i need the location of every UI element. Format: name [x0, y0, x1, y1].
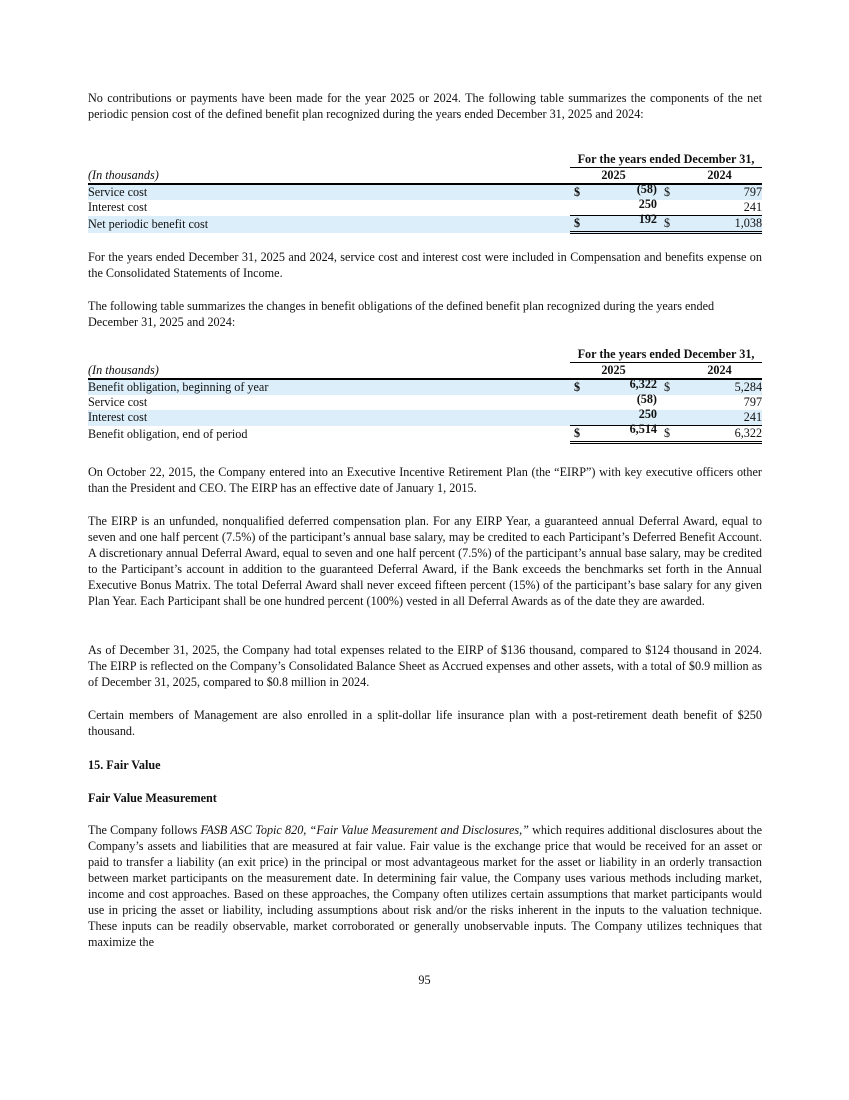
row-label: Service cost — [88, 184, 558, 200]
paragraph-cost-classification: For the years ended December 31, 2025 and 2024, service cost and interest cost were included in Compensation and benefits expense on the Consolidated Statements of Income. — [88, 250, 762, 280]
unit-label: (In thousands) — [88, 363, 558, 380]
year-2025-header: 2025 — [570, 168, 657, 185]
table-header-year-row — [88, 363, 762, 380]
value-2024: 5,284 — [677, 379, 762, 395]
value-2025: 192 — [638, 212, 657, 226]
value-2025: 250 — [638, 407, 657, 421]
unit-label: (In thousands) — [88, 168, 558, 185]
section-heading: 15. Fair Value — [88, 758, 161, 772]
row-label: Benefit obligation, beginning of year — [88, 379, 558, 395]
fair-value-body: which requires additional disclosures about the Company’s assets and liabilities that are measured at fair value. Fair value is the exchange price that would be received for an asset or paid to transfer a liability (an exit price) in the principal or most advantageous market for the asset or liability in an orderly transaction between market participants on the measurement date. In determining fair value, the Company uses various methods including market, income and cost approaches. Based on these approaches, the Company often utilizes certain assumptions that market participants would use in pricing the asset or liability, including assumptions about risk and/or the risks inherent in the inputs to the valuation technique. These inputs can be readily observable, market corroborated or generally unobservable inputs. The Company utilizes techniques that maximize the — [88, 823, 763, 949]
currency-symbol: $ — [657, 184, 677, 200]
table-row-total — [88, 216, 762, 233]
row-label: Interest cost — [88, 200, 148, 215]
currency-symbol: $ — [570, 216, 645, 233]
table-row — [88, 184, 762, 200]
paragraph-eirp-intro: On October 22, 2015, the Company entered into an Executive Incentive Retirement Plan (the “EIRP”) with key executive officers other than the President and CEO. The EIRP has an effective date of January 1, 2015. — [88, 465, 762, 495]
value-2025: (58) — [636, 392, 657, 406]
pension-cost-table — [88, 152, 762, 234]
fair-value-lead: The Company follows — [88, 823, 201, 837]
year-2024-header: 2024 — [677, 363, 762, 380]
table2-2025-values — [570, 377, 657, 437]
table-row — [88, 200, 762, 216]
page-number: 95 — [418, 973, 431, 987]
table-header-group-row — [88, 152, 762, 168]
paragraph-obligation-intro: The following table summarizes the changes in benefit obligations of the defined benefit plan recognized during the years ended December 31, 2025 and 2024: — [88, 299, 715, 329]
paragraph-eirp-details: The EIRP is an unfunded, nonqualified deferred compensation plan. For any EIRP Year, a guaranteed annual Deferral Award, equal to seven and one half percent (7.5%) of the participant’s annual base salary, may be credited to each Participant’s Deferred Benefit Account. A discretionary annual Deferral Award, equal to seven and one half percent (7.5%) of the participant’s annual base salary, may be credited to the Participant’s account in addition to the guaranteed Deferral Award, if the Bank exceeds the benchmarks set forth in the Annual Executive Bonus Matrix. The total Deferral Award shall never exceed fifteen percent (15%) of the participant’s base salary for any given Plan Year. Each Participant shall be one hundred percent (100%) vested in all Deferral Awards as of the date they are awarded. — [88, 514, 762, 608]
table-row — [88, 410, 762, 426]
group-header: For the years ended December 31, — [570, 152, 762, 168]
table-header-group-row — [88, 347, 762, 363]
fasb-reference: FASB ASC Topic 820, “Fair Value Measurement and Disclosures,” — [200, 823, 529, 837]
paragraph-fair-value — [88, 822, 762, 950]
paragraph-split-dollar: Certain members of Management are also enrolled in a split-dollar life insurance plan with a post-retirement death benefit of $250 thousand. — [88, 708, 762, 738]
row-label: Net periodic benefit cost — [88, 216, 558, 233]
value-2025: 6,514 — [629, 422, 657, 436]
currency-symbol: $ — [657, 379, 677, 395]
value-2025: 6,322 — [629, 377, 657, 391]
currency-symbol: $ — [657, 216, 677, 233]
currency-symbol: $ — [570, 426, 645, 443]
benefit-obligation-table — [88, 347, 762, 444]
value-2024: 241 — [677, 410, 762, 426]
paragraph-eirp-expenses: As of December 31, 2025, the Company had total expenses related to the EIRP of $136 thousand, compared to $124 thousand in 2024. The EIRP is reflected on the Company’s Consolidated Balance Sheet as Accrued expenses and other assets, with a total of $0.9 million as of December 31, 2025, compared to $0.8 million in 2024. — [88, 643, 762, 689]
table1-2025-values — [570, 182, 657, 227]
currency-symbol: $ — [570, 184, 645, 200]
currency-symbol: $ — [657, 426, 677, 443]
intro-paragraph: No contributions or payments have been made for the year 2025 or 2024. The following table summarizes the components of the net periodic pension cost of the defined benefit plan recognized during the years ended December 31, 2025 and 2024: — [88, 91, 762, 121]
row-label: Benefit obligation, end of period — [88, 426, 248, 441]
value-2024: 241 — [677, 200, 762, 216]
row-label: Interest cost — [88, 410, 558, 426]
value-2024: 797 — [743, 395, 763, 409]
table-row-total — [88, 426, 762, 443]
value-2024: 1,038 — [677, 216, 762, 233]
value-2024: 797 — [677, 184, 762, 200]
subsection-heading: Fair Value Measurement — [88, 791, 217, 805]
group-header: For the years ended December 31, — [570, 347, 762, 363]
year-2025-header: 2025 — [570, 363, 657, 380]
value-2024: 6,322 — [677, 426, 762, 443]
table-row — [88, 379, 762, 395]
year-2024-header: 2024 — [677, 168, 762, 185]
row-label: Service cost — [88, 395, 148, 409]
table-row — [88, 395, 762, 410]
value-2025: (58) — [636, 182, 657, 196]
table-header-year-row — [88, 168, 762, 185]
value-2025: 250 — [638, 197, 657, 211]
currency-symbol: $ — [570, 379, 645, 395]
